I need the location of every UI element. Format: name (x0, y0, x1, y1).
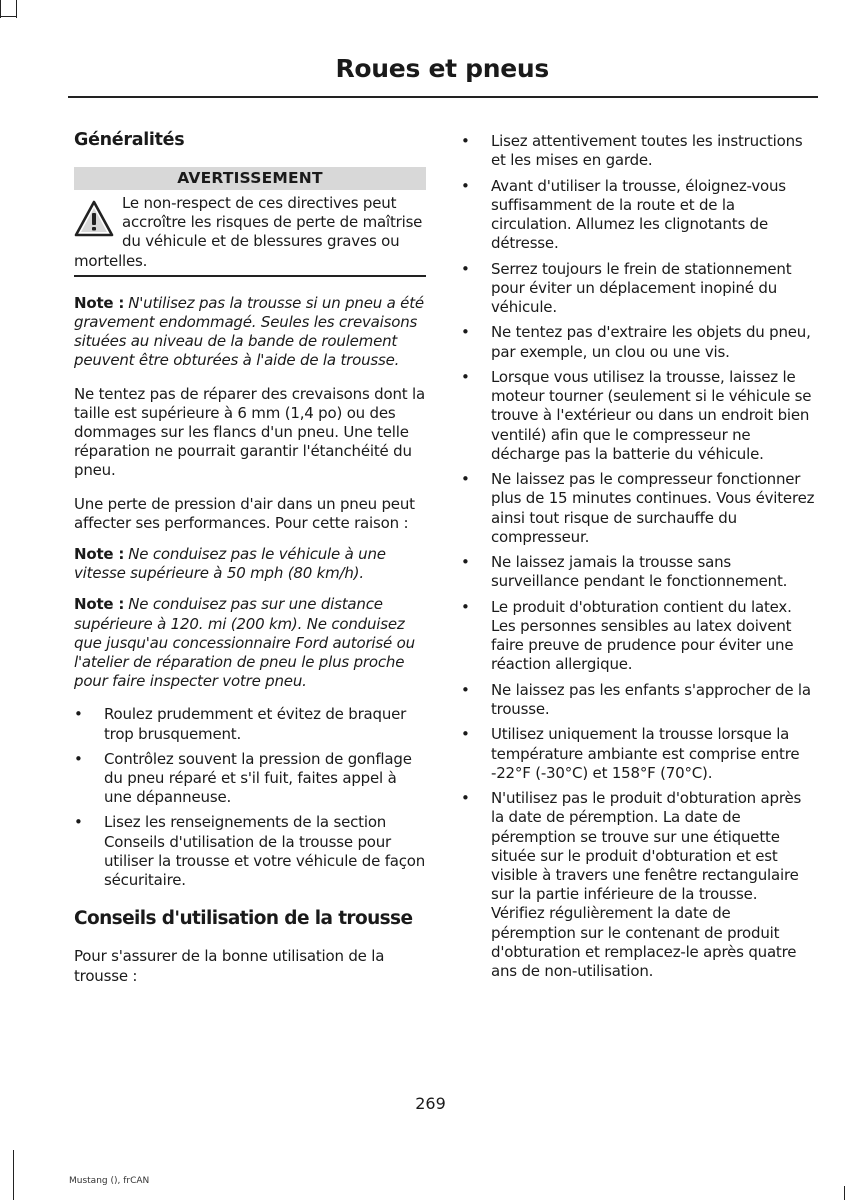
list-item: • Ne laissez pas les enfants s'approcher de la trousse. (461, 680, 811, 718)
right-column (461, 132, 815, 987)
page-number: 269 (415, 1094, 446, 1113)
bullet-dot: • (74, 749, 83, 768)
list-item: • Lisez les renseignements de la section Conseils d'utilisation de la trousse pour utiliser la trousse et votre véhicule de façon sécuritaire. (74, 813, 426, 890)
note-text: Ne conduisez pas sur une distance supérieure à 120. mi (200 km). Ne conduisez que jusqu'au concessionnaire Ford autorisé ou l'atelier de réparation de pneu le plus proche pour faire inspecter votre pneu. (74, 595, 415, 691)
bullet-dot: • (461, 132, 470, 150)
bullet-dot: • (461, 367, 470, 386)
crop-mark (13, 1150, 14, 1200)
list-item: • Ne laissez pas le compresseur fonctionner plus de 15 minutes continues. Vous éviterez ainsi tout risque de surchauffe du compresseur. (461, 470, 815, 546)
left-bullet-list (74, 705, 426, 890)
warning-text: Le non-respect de ces directives peut accroître les risques de perte de maîtrise du véhicule et de blessures graves ou mortelles. (74, 194, 423, 270)
list-item: • Le produit d'obturation contient du latex. Les personnes sensibles au latex doivent faire preuve de prudence pour éviter une réaction allergique. (461, 597, 794, 674)
list-item: • Ne tentez pas d'extraire les objets du pneu, par exemple, un clou ou une vis. (461, 323, 811, 361)
note-damaged-tire (74, 294, 426, 371)
bullet-dot: • (461, 553, 470, 572)
bullet-dot: • (461, 725, 470, 744)
crop-mark (16, 0, 17, 18)
crop-mark (0, 16, 16, 17)
list-item: • Avant d'utiliser la trousse, éloignez-vous suffisamment de la route et de la circulation. Allumez les clignotants de détresse. (461, 176, 786, 253)
note-label: Note : (74, 293, 125, 312)
right-bullet-list (461, 132, 815, 981)
note-label: Note : (74, 545, 125, 564)
section-heading-general: Généralités (74, 130, 185, 150)
bullet-dot: • (74, 705, 83, 724)
list-item: • Lisez attentivement toutes les instructions et les mises en garde. (461, 132, 803, 170)
bullet-dot: • (461, 323, 470, 342)
note-distance-limit (74, 595, 426, 691)
list-item: • Ne laissez jamais la trousse sans surveillance pendant le fonctionnement. (461, 553, 788, 591)
list-item: • Contrôlez souvent la pression de gonflage du pneu réparé et s'il fuit, faites appel à une dépanneuse. (74, 749, 412, 807)
paragraph-kit-usage: Pour s'assurer de la bonne utilisation de la trousse : (74, 947, 385, 985)
note-speed-limit (74, 545, 426, 583)
list-item: • Lorsque vous utilisez la trousse, laissez le moteur tourner (seulement si le véhicule se trouve à l'extérieur ou dans un endroit bien ventilé) afin que le compresseur ne décharge pas la batterie du véhicule. (461, 367, 812, 463)
section-heading-kit-tips: Conseils d'utilisation de la trousse (74, 908, 413, 930)
bullet-dot: • (461, 259, 470, 278)
warning-label: AVERTISSEMENT (74, 167, 426, 190)
header-divider (68, 96, 818, 98)
bullet-dot: • (461, 597, 470, 616)
note-label: Note : (74, 595, 125, 614)
list-item: • N'utilisez pas le produit d'obturation après la date de péremption. La date de péremption se trouve sur une étiquette située sur le produit d'obturation et est visible à travers une fenêtre rectangulaire sur la partie inférieure de la trousse. Vérifiez régulièrement la date de péremption sur le contenant de produit d'obturation et remplacez-le après quatre ans de non-utilisation. (461, 789, 802, 980)
warning-box (74, 194, 426, 277)
paragraph-repair-limits: Ne tentez pas de réparer des crevaisons dont la taille est supérieure à 6 mm (1,4 po) ou des dommages sur les flancs d'un pneu. Une telle réparation ne pourrait garantir l'étanchéité du pneu. (74, 384, 425, 480)
note-text: N'utilisez pas la trousse si un pneu a été gravement endommagé. Seules les crevaisons situées au niveau de la bande de roulement peuvent être obturées à l'aide de la trousse. (74, 293, 424, 370)
crop-mark (844, 1186, 845, 1200)
list-item: • Roulez prudemment et évitez de braquer trop brusquement. (74, 705, 407, 743)
note-text: Ne conduisez pas le véhicule à une vitesse supérieure à 50 mph (80 km/h). (74, 545, 386, 583)
left-column (74, 130, 426, 986)
list-item: • Serrez toujours le frein de stationnement pour éviter un déplacement inopiné du véhicule. (461, 259, 792, 316)
bullet-dot: • (461, 789, 470, 808)
bullet-dot: • (461, 470, 470, 489)
bullet-dot: • (461, 176, 470, 195)
page-title: Roues et pneus (335, 54, 549, 83)
bullet-dot: • (74, 813, 83, 832)
bullet-dot: • (461, 680, 470, 699)
paragraph-pressure-loss: Une perte de pression d'air dans un pneu peut affecter ses performances. Pour cette raison : (74, 494, 415, 532)
warning-triangle-icon (74, 199, 114, 239)
footer-doc-id: Mustang (), frCAN (69, 1176, 150, 1186)
list-item: • Utilisez uniquement la trousse lorsque la température ambiante est comprise entre -22°F (-30°C) et 158°F (70°C). (461, 725, 800, 782)
